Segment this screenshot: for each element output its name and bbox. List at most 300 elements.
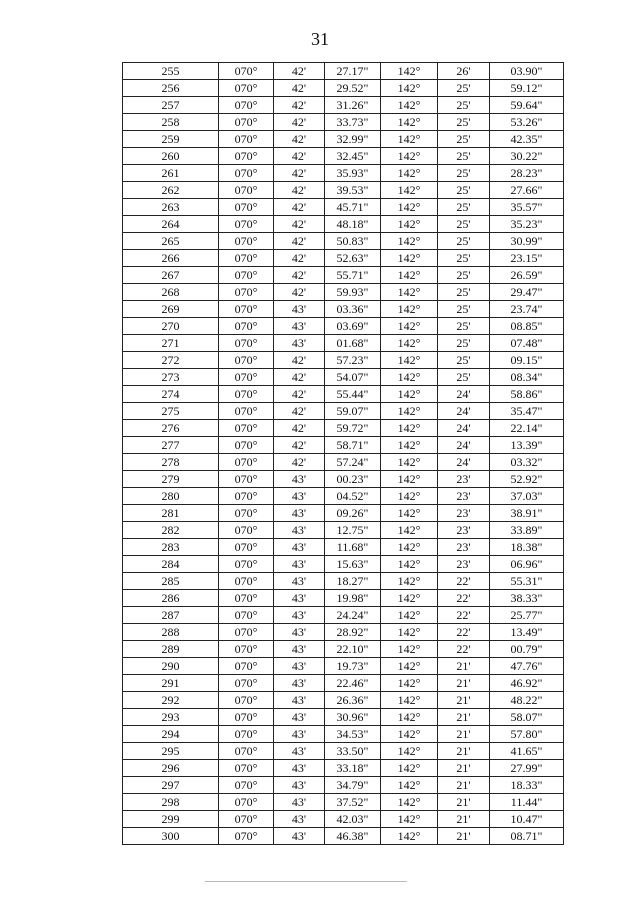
- lat-minutes-cell: 43': [274, 709, 325, 726]
- table-row: [123, 607, 564, 624]
- point-number-cell: 300: [123, 828, 219, 845]
- point-number-cell: 286: [123, 590, 219, 607]
- lat-seconds-cell: 26.36": [325, 692, 381, 709]
- lat-degrees-cell: 070°: [219, 811, 274, 828]
- point-number-cell: 298: [123, 794, 219, 811]
- lon-seconds-cell: 27.99": [490, 760, 564, 777]
- lon-degrees-cell: 142°: [381, 420, 438, 437]
- lat-minutes-cell: 42': [274, 63, 325, 80]
- lon-minutes-cell: 21': [438, 760, 490, 777]
- lon-seconds-cell: 48.22": [490, 692, 564, 709]
- lon-seconds-cell: 00.79": [490, 641, 564, 658]
- lat-minutes-cell: 42': [274, 403, 325, 420]
- lat-seconds-cell: 30.96": [325, 709, 381, 726]
- lat-degrees-cell: 070°: [219, 97, 274, 114]
- table-row: [123, 131, 564, 148]
- point-number-cell: 297: [123, 777, 219, 794]
- table-row: [123, 624, 564, 641]
- table-row: [123, 165, 564, 182]
- point-number-cell: 285: [123, 573, 219, 590]
- lat-degrees-cell: 070°: [219, 539, 274, 556]
- table-row: [123, 63, 564, 80]
- lon-degrees-cell: 142°: [381, 556, 438, 573]
- lon-minutes-cell: 25': [438, 80, 490, 97]
- lat-degrees-cell: 070°: [219, 794, 274, 811]
- lat-degrees-cell: 070°: [219, 522, 274, 539]
- lat-seconds-cell: 55.44": [325, 386, 381, 403]
- lon-degrees-cell: 142°: [381, 352, 438, 369]
- lon-degrees-cell: 142°: [381, 216, 438, 233]
- lat-minutes-cell: 43': [274, 624, 325, 641]
- lon-minutes-cell: 25': [438, 250, 490, 267]
- lat-degrees-cell: 070°: [219, 828, 274, 845]
- point-number-cell: 258: [123, 114, 219, 131]
- lon-seconds-cell: 35.47": [490, 403, 564, 420]
- lon-degrees-cell: 142°: [381, 301, 438, 318]
- lat-degrees-cell: 070°: [219, 607, 274, 624]
- lon-degrees-cell: 142°: [381, 386, 438, 403]
- lon-minutes-cell: 22': [438, 590, 490, 607]
- lon-minutes-cell: 25': [438, 131, 490, 148]
- point-number-cell: 284: [123, 556, 219, 573]
- lat-seconds-cell: 00.23": [325, 471, 381, 488]
- lat-seconds-cell: 57.24": [325, 454, 381, 471]
- lon-degrees-cell: 142°: [381, 199, 438, 216]
- table-row: [123, 794, 564, 811]
- lon-degrees-cell: 142°: [381, 692, 438, 709]
- lon-seconds-cell: 11.44": [490, 794, 564, 811]
- lat-minutes-cell: 43': [274, 539, 325, 556]
- lon-seconds-cell: 09.15": [490, 352, 564, 369]
- lat-seconds-cell: 48.18": [325, 216, 381, 233]
- lat-minutes-cell: 43': [274, 777, 325, 794]
- lat-minutes-cell: 42': [274, 454, 325, 471]
- lat-seconds-cell: 22.46": [325, 675, 381, 692]
- lat-minutes-cell: 43': [274, 794, 325, 811]
- point-number-cell: 270: [123, 318, 219, 335]
- lat-seconds-cell: 52.63": [325, 250, 381, 267]
- lat-degrees-cell: 070°: [219, 777, 274, 794]
- lat-minutes-cell: 43': [274, 607, 325, 624]
- point-number-cell: 292: [123, 692, 219, 709]
- lat-seconds-cell: 03.36": [325, 301, 381, 318]
- lon-minutes-cell: 25': [438, 148, 490, 165]
- lat-degrees-cell: 070°: [219, 692, 274, 709]
- coordinates-table-body: [123, 63, 564, 845]
- lon-minutes-cell: 21': [438, 777, 490, 794]
- point-number-cell: 283: [123, 539, 219, 556]
- table-row: [123, 641, 564, 658]
- lat-degrees-cell: 070°: [219, 658, 274, 675]
- lon-minutes-cell: 25': [438, 335, 490, 352]
- table-row: [123, 335, 564, 352]
- lat-degrees-cell: 070°: [219, 760, 274, 777]
- lat-seconds-cell: 04.52": [325, 488, 381, 505]
- table-row: [123, 743, 564, 760]
- lat-degrees-cell: 070°: [219, 352, 274, 369]
- lat-minutes-cell: 43': [274, 301, 325, 318]
- lon-seconds-cell: 30.22": [490, 148, 564, 165]
- lon-minutes-cell: 25': [438, 284, 490, 301]
- table-row: [123, 811, 564, 828]
- point-number-cell: 255: [123, 63, 219, 80]
- lon-degrees-cell: 142°: [381, 318, 438, 335]
- lon-minutes-cell: 25': [438, 182, 490, 199]
- lon-seconds-cell: 57.80": [490, 726, 564, 743]
- lon-seconds-cell: 28.23": [490, 165, 564, 182]
- lon-degrees-cell: 142°: [381, 471, 438, 488]
- lat-minutes-cell: 43': [274, 318, 325, 335]
- lat-seconds-cell: 55.71": [325, 267, 381, 284]
- point-number-cell: 288: [123, 624, 219, 641]
- lat-degrees-cell: 070°: [219, 369, 274, 386]
- lat-minutes-cell: 43': [274, 828, 325, 845]
- lat-minutes-cell: 42': [274, 437, 325, 454]
- lon-minutes-cell: 25': [438, 199, 490, 216]
- lat-degrees-cell: 070°: [219, 403, 274, 420]
- point-number-cell: 263: [123, 199, 219, 216]
- lon-seconds-cell: 13.39": [490, 437, 564, 454]
- lon-degrees-cell: 142°: [381, 80, 438, 97]
- table-row: [123, 709, 564, 726]
- table-row: [123, 471, 564, 488]
- lon-minutes-cell: 24': [438, 386, 490, 403]
- lon-degrees-cell: 142°: [381, 403, 438, 420]
- lat-seconds-cell: 19.73": [325, 658, 381, 675]
- table-row: [123, 675, 564, 692]
- lon-seconds-cell: 03.32": [490, 454, 564, 471]
- lon-degrees-cell: 142°: [381, 335, 438, 352]
- lon-seconds-cell: 58.07": [490, 709, 564, 726]
- lat-seconds-cell: 50.83": [325, 233, 381, 250]
- coordinates-table: [122, 62, 564, 845]
- point-number-cell: 265: [123, 233, 219, 250]
- table-row: [123, 97, 564, 114]
- lat-seconds-cell: 59.07": [325, 403, 381, 420]
- lon-degrees-cell: 142°: [381, 233, 438, 250]
- lon-minutes-cell: 25': [438, 216, 490, 233]
- lon-minutes-cell: 24': [438, 454, 490, 471]
- lon-minutes-cell: 23': [438, 539, 490, 556]
- lon-degrees-cell: 142°: [381, 641, 438, 658]
- lon-minutes-cell: 24': [438, 403, 490, 420]
- lat-minutes-cell: 42': [274, 216, 325, 233]
- lon-degrees-cell: 142°: [381, 658, 438, 675]
- table-row: [123, 522, 564, 539]
- lon-seconds-cell: 33.89": [490, 522, 564, 539]
- lon-minutes-cell: 22': [438, 624, 490, 641]
- lon-minutes-cell: 22': [438, 607, 490, 624]
- lat-degrees-cell: 070°: [219, 199, 274, 216]
- lon-degrees-cell: 142°: [381, 131, 438, 148]
- lat-degrees-cell: 070°: [219, 318, 274, 335]
- lon-minutes-cell: 26': [438, 63, 490, 80]
- table-row: [123, 267, 564, 284]
- lat-minutes-cell: 43': [274, 726, 325, 743]
- table-row: [123, 454, 564, 471]
- lon-seconds-cell: 06.96": [490, 556, 564, 573]
- point-number-cell: 271: [123, 335, 219, 352]
- lat-minutes-cell: 42': [274, 148, 325, 165]
- lon-seconds-cell: 58.86": [490, 386, 564, 403]
- lon-seconds-cell: 52.92": [490, 471, 564, 488]
- lat-minutes-cell: 43': [274, 641, 325, 658]
- lat-minutes-cell: 42': [274, 165, 325, 182]
- table-row: [123, 539, 564, 556]
- lat-seconds-cell: 12.75": [325, 522, 381, 539]
- point-number-cell: 287: [123, 607, 219, 624]
- point-number-cell: 279: [123, 471, 219, 488]
- point-number-cell: 299: [123, 811, 219, 828]
- lon-degrees-cell: 142°: [381, 505, 438, 522]
- lon-degrees-cell: 142°: [381, 760, 438, 777]
- lat-minutes-cell: 42': [274, 199, 325, 216]
- lon-minutes-cell: 24': [438, 420, 490, 437]
- point-number-cell: 280: [123, 488, 219, 505]
- lon-seconds-cell: 59.64": [490, 97, 564, 114]
- lon-seconds-cell: 18.33": [490, 777, 564, 794]
- point-number-cell: 260: [123, 148, 219, 165]
- table-row: [123, 301, 564, 318]
- table-row: [123, 590, 564, 607]
- lat-degrees-cell: 070°: [219, 114, 274, 131]
- lat-minutes-cell: 43': [274, 590, 325, 607]
- lon-seconds-cell: 26.59": [490, 267, 564, 284]
- table-row: [123, 352, 564, 369]
- lat-degrees-cell: 070°: [219, 335, 274, 352]
- table-row: [123, 182, 564, 199]
- lon-seconds-cell: 38.33": [490, 590, 564, 607]
- point-number-cell: 275: [123, 403, 219, 420]
- lat-minutes-cell: 42': [274, 97, 325, 114]
- lat-minutes-cell: 42': [274, 284, 325, 301]
- lat-degrees-cell: 070°: [219, 454, 274, 471]
- lat-degrees-cell: 070°: [219, 250, 274, 267]
- point-number-cell: 257: [123, 97, 219, 114]
- table-row: [123, 556, 564, 573]
- lat-degrees-cell: 070°: [219, 573, 274, 590]
- lon-degrees-cell: 142°: [381, 250, 438, 267]
- lat-seconds-cell: 03.69": [325, 318, 381, 335]
- lat-minutes-cell: 42': [274, 114, 325, 131]
- lat-seconds-cell: 46.38": [325, 828, 381, 845]
- lon-seconds-cell: 47.76": [490, 658, 564, 675]
- lat-degrees-cell: 070°: [219, 267, 274, 284]
- lon-seconds-cell: 07.48": [490, 335, 564, 352]
- lon-minutes-cell: 21': [438, 828, 490, 845]
- lat-seconds-cell: 29.52": [325, 80, 381, 97]
- lat-minutes-cell: 43': [274, 556, 325, 573]
- lat-degrees-cell: 070°: [219, 131, 274, 148]
- lat-degrees-cell: 070°: [219, 182, 274, 199]
- lat-minutes-cell: 43': [274, 675, 325, 692]
- lat-seconds-cell: 22.10": [325, 641, 381, 658]
- point-number-cell: 289: [123, 641, 219, 658]
- lon-degrees-cell: 142°: [381, 488, 438, 505]
- lon-seconds-cell: 29.47": [490, 284, 564, 301]
- lon-minutes-cell: 25': [438, 369, 490, 386]
- table-row: [123, 658, 564, 675]
- lat-degrees-cell: 070°: [219, 471, 274, 488]
- lon-seconds-cell: 30.99": [490, 233, 564, 250]
- lon-degrees-cell: 142°: [381, 267, 438, 284]
- lat-degrees-cell: 070°: [219, 556, 274, 573]
- point-number-cell: 261: [123, 165, 219, 182]
- lon-minutes-cell: 22': [438, 573, 490, 590]
- point-number-cell: 259: [123, 131, 219, 148]
- lon-degrees-cell: 142°: [381, 709, 438, 726]
- lat-seconds-cell: 27.17": [325, 63, 381, 80]
- table-row: [123, 573, 564, 590]
- lat-degrees-cell: 070°: [219, 505, 274, 522]
- point-number-cell: 278: [123, 454, 219, 471]
- lon-minutes-cell: 21': [438, 811, 490, 828]
- lat-seconds-cell: 15.63": [325, 556, 381, 573]
- lat-seconds-cell: 11.68": [325, 539, 381, 556]
- lat-seconds-cell: 34.53": [325, 726, 381, 743]
- table-row: [123, 148, 564, 165]
- lat-minutes-cell: 42': [274, 250, 325, 267]
- lon-degrees-cell: 142°: [381, 607, 438, 624]
- lat-degrees-cell: 070°: [219, 743, 274, 760]
- lon-degrees-cell: 142°: [381, 675, 438, 692]
- lat-seconds-cell: 33.50": [325, 743, 381, 760]
- table-row: [123, 437, 564, 454]
- lon-degrees-cell: 142°: [381, 726, 438, 743]
- lon-degrees-cell: 142°: [381, 794, 438, 811]
- lat-degrees-cell: 070°: [219, 709, 274, 726]
- lat-minutes-cell: 43': [274, 760, 325, 777]
- lon-minutes-cell: 25': [438, 165, 490, 182]
- lon-seconds-cell: 55.31": [490, 573, 564, 590]
- lat-seconds-cell: 57.23": [325, 352, 381, 369]
- table-row: [123, 114, 564, 131]
- point-number-cell: 294: [123, 726, 219, 743]
- lat-degrees-cell: 070°: [219, 148, 274, 165]
- lon-seconds-cell: 03.90": [490, 63, 564, 80]
- lon-seconds-cell: 22.14": [490, 420, 564, 437]
- lat-minutes-cell: 42': [274, 267, 325, 284]
- lon-seconds-cell: 27.66": [490, 182, 564, 199]
- lon-degrees-cell: 142°: [381, 165, 438, 182]
- lon-degrees-cell: 142°: [381, 148, 438, 165]
- lat-minutes-cell: 43': [274, 335, 325, 352]
- lon-seconds-cell: 38.91": [490, 505, 564, 522]
- table-row: [123, 80, 564, 97]
- point-number-cell: 293: [123, 709, 219, 726]
- lon-degrees-cell: 142°: [381, 97, 438, 114]
- table-row: [123, 386, 564, 403]
- table-row: [123, 199, 564, 216]
- point-number-cell: 290: [123, 658, 219, 675]
- lat-minutes-cell: 43': [274, 471, 325, 488]
- point-number-cell: 274: [123, 386, 219, 403]
- lat-degrees-cell: 070°: [219, 233, 274, 250]
- lon-degrees-cell: 142°: [381, 539, 438, 556]
- lon-seconds-cell: 08.34": [490, 369, 564, 386]
- lat-seconds-cell: 33.73": [325, 114, 381, 131]
- lon-minutes-cell: 24': [438, 437, 490, 454]
- lat-minutes-cell: 43': [274, 505, 325, 522]
- lon-seconds-cell: 53.26": [490, 114, 564, 131]
- lat-degrees-cell: 070°: [219, 63, 274, 80]
- lat-seconds-cell: 34.79": [325, 777, 381, 794]
- lon-minutes-cell: 22': [438, 641, 490, 658]
- table-row: [123, 403, 564, 420]
- lat-seconds-cell: 31.26": [325, 97, 381, 114]
- table-row: [123, 250, 564, 267]
- lon-seconds-cell: 46.92": [490, 675, 564, 692]
- lon-minutes-cell: 25': [438, 114, 490, 131]
- lat-degrees-cell: 070°: [219, 488, 274, 505]
- table-row: [123, 216, 564, 233]
- lat-degrees-cell: 070°: [219, 624, 274, 641]
- lat-minutes-cell: 42': [274, 80, 325, 97]
- lon-degrees-cell: 142°: [381, 590, 438, 607]
- point-number-cell: 282: [123, 522, 219, 539]
- lat-minutes-cell: 43': [274, 573, 325, 590]
- lon-minutes-cell: 21': [438, 658, 490, 675]
- lon-minutes-cell: 25': [438, 318, 490, 335]
- lon-minutes-cell: 23': [438, 471, 490, 488]
- lat-minutes-cell: 43': [274, 658, 325, 675]
- lat-degrees-cell: 070°: [219, 590, 274, 607]
- lon-degrees-cell: 142°: [381, 743, 438, 760]
- lon-minutes-cell: 21': [438, 709, 490, 726]
- lat-degrees-cell: 070°: [219, 437, 274, 454]
- point-number-cell: 269: [123, 301, 219, 318]
- lat-degrees-cell: 070°: [219, 284, 274, 301]
- lon-minutes-cell: 25': [438, 352, 490, 369]
- lon-minutes-cell: 21': [438, 675, 490, 692]
- table-row: [123, 777, 564, 794]
- lon-degrees-cell: 142°: [381, 284, 438, 301]
- table-row: [123, 233, 564, 250]
- lon-degrees-cell: 142°: [381, 63, 438, 80]
- lat-seconds-cell: 37.52": [325, 794, 381, 811]
- lon-seconds-cell: 41.65": [490, 743, 564, 760]
- lon-seconds-cell: 13.49": [490, 624, 564, 641]
- lat-seconds-cell: 39.53": [325, 182, 381, 199]
- point-number-cell: 295: [123, 743, 219, 760]
- lat-seconds-cell: 45.71": [325, 199, 381, 216]
- lon-seconds-cell: 37.03": [490, 488, 564, 505]
- lon-degrees-cell: 142°: [381, 624, 438, 641]
- lat-seconds-cell: 59.93": [325, 284, 381, 301]
- lat-seconds-cell: 19.98": [325, 590, 381, 607]
- lon-degrees-cell: 142°: [381, 811, 438, 828]
- lon-seconds-cell: 18.38": [490, 539, 564, 556]
- lon-seconds-cell: 35.57": [490, 199, 564, 216]
- lon-degrees-cell: 142°: [381, 454, 438, 471]
- bottom-divider: [205, 881, 407, 882]
- lon-seconds-cell: 42.35": [490, 131, 564, 148]
- lon-minutes-cell: 25': [438, 233, 490, 250]
- lat-seconds-cell: 24.24": [325, 607, 381, 624]
- lon-minutes-cell: 23': [438, 488, 490, 505]
- lat-degrees-cell: 070°: [219, 386, 274, 403]
- lon-minutes-cell: 23': [438, 505, 490, 522]
- lat-degrees-cell: 070°: [219, 165, 274, 182]
- lat-seconds-cell: 18.27": [325, 573, 381, 590]
- lat-degrees-cell: 070°: [219, 641, 274, 658]
- table-row: [123, 420, 564, 437]
- lat-minutes-cell: 43': [274, 743, 325, 760]
- lon-minutes-cell: 25': [438, 267, 490, 284]
- lat-minutes-cell: 42': [274, 131, 325, 148]
- lon-degrees-cell: 142°: [381, 437, 438, 454]
- lat-seconds-cell: 32.99": [325, 131, 381, 148]
